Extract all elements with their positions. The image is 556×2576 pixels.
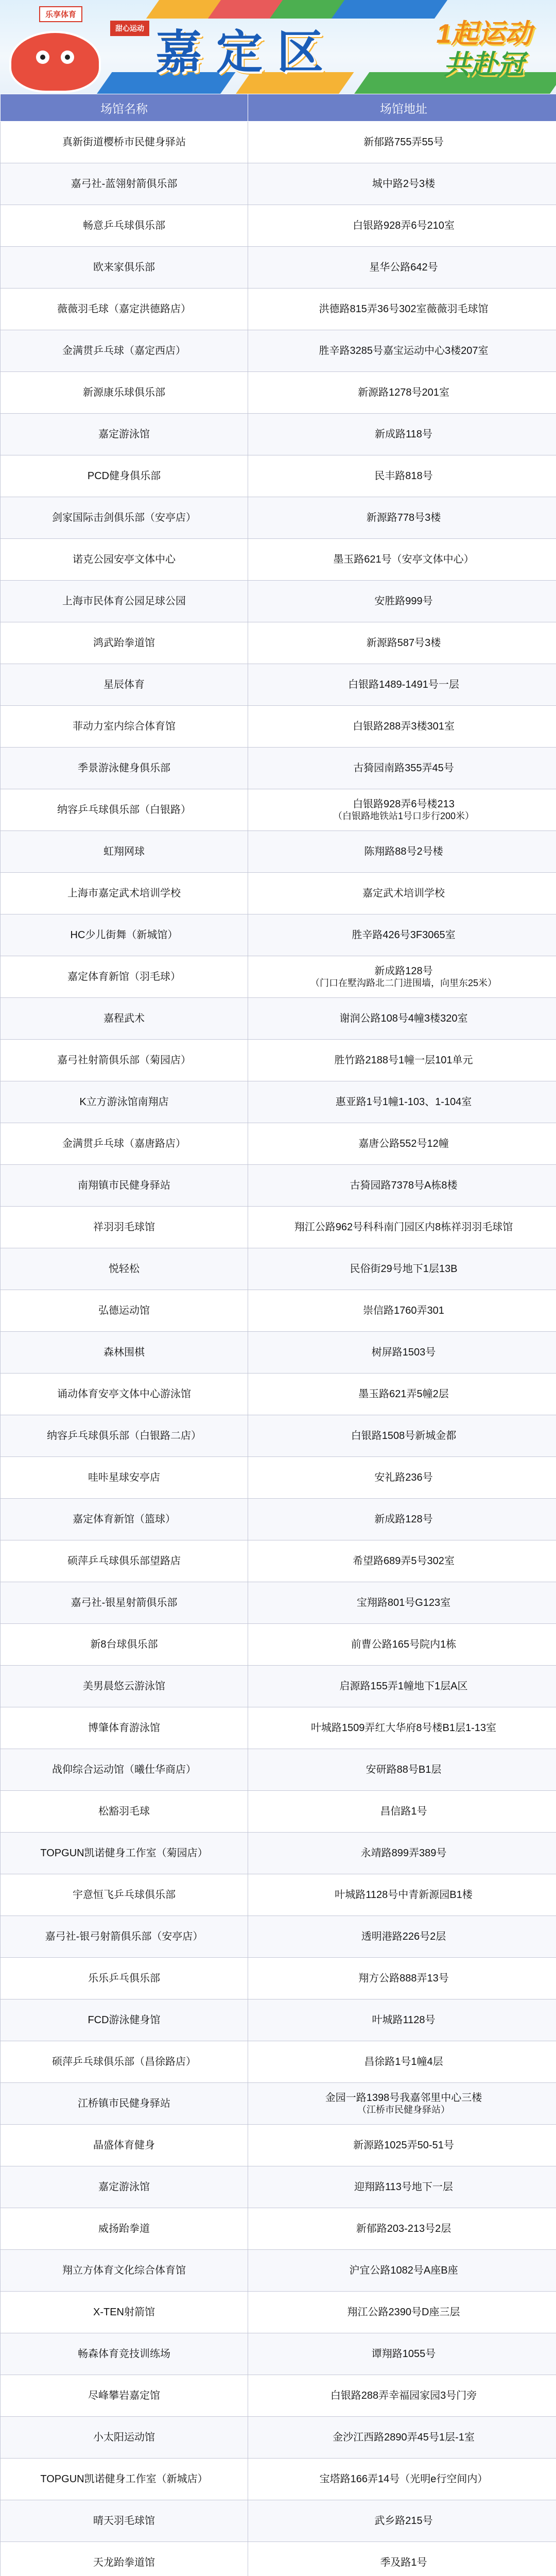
venue-address-cell [248, 1707, 556, 1749]
venue-address-cell [248, 1624, 556, 1666]
venue-address-cell [248, 1457, 556, 1499]
venue-address: 树屏路1503号 [371, 1347, 436, 1358]
table-row [1, 1666, 556, 1707]
table-row [1, 622, 556, 664]
venue-address: 惠亚路1号1幢1-103、1-104室 [335, 1096, 472, 1108]
slogan-line2: 共赴冠 [443, 50, 524, 80]
venue-address: 迎翔路113号地下一层 [354, 2181, 453, 2193]
venue-address: 星华公路642号 [369, 262, 438, 273]
venue-address: 白银路288弄3楼301室 [353, 721, 455, 732]
venue-address: 古猗园南路355弄45号 [353, 762, 454, 774]
venue-name-cell: 虹翔网球 [1, 831, 248, 873]
venue-name-cell: 翔立方体育文化综合体育馆 [1, 2250, 248, 2292]
venue-address-cell [248, 2083, 556, 2125]
venue-address-cell [248, 1207, 556, 1248]
venue-address: 金沙江西路2890弄45号1层-1室 [333, 2432, 475, 2443]
venue-address-cell [248, 2375, 556, 2417]
venue-name-cell: 嘉定体育新馆（篮球） [1, 1499, 248, 1540]
venue-address-cell [248, 1999, 556, 2041]
table-row [1, 706, 556, 748]
venue-name-cell: 悦轻松 [1, 1248, 248, 1290]
venue-address: 昌信路1号 [380, 1806, 427, 1817]
venue-address: 前曹公路165号院内1栋 [351, 1639, 457, 1650]
table-row [1, 289, 556, 330]
venue-name-cell: 嘉定游泳馆 [1, 414, 248, 455]
venue-name-cell: 菲动力室内综合体育馆 [1, 706, 248, 748]
table-row [1, 1624, 556, 1666]
table-row [1, 2417, 556, 2459]
venue-address: 古猗园路7378号A栋8楼 [350, 1180, 458, 1191]
venue-name-cell: 季景游泳健身俱乐部 [1, 748, 248, 789]
mascot-icon [9, 31, 101, 93]
slogan-line1: 1起运动 [436, 19, 532, 49]
venue-address-cell [248, 706, 556, 748]
table-row [1, 1040, 556, 1081]
table-row [1, 914, 556, 956]
venue-address-cell [248, 1081, 556, 1123]
venue-address-cell [248, 122, 556, 163]
venue-address-note: （门口在墅沟路北二门进围墙，向里东25米） [310, 978, 497, 988]
table-row [1, 2375, 556, 2417]
venue-address-cell [248, 956, 556, 998]
venue-address: 新源路1025弄50-51号 [353, 2140, 454, 2151]
column-header-address: 场馆地址 [248, 94, 556, 122]
venue-name-cell: 嘉弓社-蓝翎射箭俱乐部 [1, 163, 248, 205]
venue-name-cell: 嘉弓社-银弓射箭俱乐部（安亭店） [1, 1916, 248, 1958]
table-row [1, 1081, 556, 1123]
table-row [1, 1833, 556, 1874]
venue-address-cell [248, 163, 556, 205]
venue-name-cell: 美男晨悠云游泳馆 [1, 1666, 248, 1707]
table-row [1, 2083, 556, 2125]
venue-address: 安胜路999号 [374, 596, 433, 607]
venue-address-cell [248, 831, 556, 873]
venue-address-note: （江桥市民健身驿站） [357, 2105, 450, 2115]
table-header-row [1, 94, 556, 122]
venue-address-cell [248, 2125, 556, 2166]
table-row [1, 372, 556, 414]
venue-name-cell: 畅意乒乓球俱乐部 [1, 205, 248, 247]
table-row [1, 1207, 556, 1248]
venue-address-cell [248, 1833, 556, 1874]
table-row [1, 873, 556, 914]
venue-name-cell: 纳容乒乓球俱乐部（白银路二店） [1, 1415, 248, 1457]
venue-address-cell [248, 1791, 556, 1833]
venue-name-cell: 薇薇羽毛球（嘉定洪德路店） [1, 289, 248, 330]
venue-address: 谭翔路1055号 [371, 2348, 436, 2360]
venue-address-cell [248, 1749, 556, 1791]
venue-address-cell [248, 748, 556, 789]
table-row [1, 956, 556, 998]
venue-name-cell: 真新街道樱桥市民健身驿站 [1, 122, 248, 163]
venue-address: 墨玉路621号（安亭文体中心） [333, 554, 474, 565]
venue-address-cell [248, 914, 556, 956]
venue-name-cell: 嘉定游泳馆 [1, 2166, 248, 2208]
venue-address-cell [248, 2542, 556, 2576]
table-row [1, 2208, 556, 2250]
venue-address-cell [248, 2500, 556, 2542]
venue-address-cell [248, 247, 556, 289]
venue-address-cell [248, 1582, 556, 1624]
venue-address: 嘉唐公路552号12幢 [358, 1138, 449, 1149]
table-row [1, 748, 556, 789]
table-row [1, 1999, 556, 2041]
venue-address-cell [248, 789, 556, 831]
decor-stripe [332, 0, 451, 19]
venue-address: 白银路928弄6号楼213 [353, 799, 455, 810]
venue-name-cell: 嘉程武术 [1, 998, 248, 1040]
venue-address-cell [248, 2250, 556, 2292]
venue-address-cell [248, 1290, 556, 1332]
table-row [1, 1791, 556, 1833]
table-row [1, 2250, 556, 2292]
venue-name-cell: 嘉定体育新馆（羽毛球） [1, 956, 248, 998]
venue-address-cell [248, 2208, 556, 2250]
venue-address-cell [248, 873, 556, 914]
venue-name-cell: 剑家国际击剑俱乐部（安亭店） [1, 497, 248, 539]
venue-address-cell [248, 998, 556, 1040]
venue-name-cell: 宇意恒飞乒乓球俱乐部 [1, 1874, 248, 1916]
venue-address: 洪德路815弄36号302室薇薇羽毛球馆 [319, 303, 489, 315]
venue-address: 宝塔路166弄14号（光明e行空间内） [319, 2473, 488, 2485]
venue-name-cell: 天龙跆拳道馆 [1, 2542, 248, 2576]
venue-name-cell: 新8台球俱乐部 [1, 1624, 248, 1666]
venue-name-cell: 硕萍乒乓球俱乐部望路店 [1, 1540, 248, 1582]
venue-address: 胜辛路3285号嘉宝运动中心3楼207室 [319, 345, 489, 357]
venue-name-cell: 欧来家俱乐部 [1, 247, 248, 289]
brand-logo-sub: 甜心运动 [110, 21, 149, 36]
table-row [1, 497, 556, 539]
venue-name-cell: K立方游泳馆南翔店 [1, 1081, 248, 1123]
district-title: 嘉定区 [155, 27, 338, 78]
table-row [1, 122, 556, 163]
venue-address: 新源路778号3楼 [366, 512, 441, 523]
venue-address-cell [248, 1916, 556, 1958]
brand-logo: 乐享体育 [39, 6, 82, 22]
table-row [1, 1457, 556, 1499]
table-row [1, 789, 556, 831]
venue-address: 武乡路215号 [374, 2515, 433, 2527]
table-row [1, 1749, 556, 1791]
venue-address: 城中路2号3楼 [372, 178, 436, 190]
venue-address-cell [248, 2459, 556, 2500]
venue-address: 希望路689弄5号302室 [353, 1555, 455, 1567]
venue-address-cell [248, 414, 556, 455]
venue-address-cell [248, 2417, 556, 2459]
venue-address-cell [248, 289, 556, 330]
venue-name-cell: 嘉弓社-银星射箭俱乐部 [1, 1582, 248, 1624]
table-row [1, 414, 556, 455]
venue-address: 墨玉路621弄5幢2层 [358, 1388, 449, 1400]
table-row [1, 1374, 556, 1415]
venue-name-cell: 金满贯乒乓球（嘉定西店） [1, 330, 248, 372]
venue-address-cell [248, 1874, 556, 1916]
venue-address: 新郁路755弄55号 [363, 137, 444, 148]
venue-name-cell: 小太阳运动馆 [1, 2417, 248, 2459]
venue-address: 叶城路1509弄红大华府8号楼B1层1-13室 [310, 1722, 497, 1734]
venue-address: 昌徐路1号1幢4层 [364, 2056, 443, 2067]
venue-name-cell: 弘德运动馆 [1, 1290, 248, 1332]
venue-address: 嘉定武术培训学校 [362, 888, 445, 899]
venue-address-cell [248, 455, 556, 497]
venue-address-cell [248, 372, 556, 414]
venue-address-cell [248, 1499, 556, 1540]
venue-address-cell [248, 1666, 556, 1707]
venue-address: 叶城路1128号中青新源园B1楼 [335, 1889, 473, 1901]
venue-name-cell: HC少儿街舞（新城馆） [1, 914, 248, 956]
table-row [1, 1582, 556, 1624]
venue-address: 谢润公路108号4幢3楼320室 [339, 1013, 468, 1024]
venue-address: 透明港路226号2层 [361, 1931, 446, 1942]
table-row [1, 581, 556, 622]
table-row [1, 1332, 556, 1374]
venue-address: 季及路1号 [380, 2557, 427, 2568]
venue-address-cell [248, 1415, 556, 1457]
venue-name-cell: 尽峰攀岩嘉定馆 [1, 2375, 248, 2417]
table-row [1, 2459, 556, 2500]
mascot-eye [36, 50, 49, 64]
table-row [1, 831, 556, 873]
venue-address: 白银路1489-1491号一层 [348, 679, 459, 690]
table-row [1, 1123, 556, 1165]
venue-name-cell: 嘉弓社射箭俱乐部（菊园店） [1, 1040, 248, 1081]
venue-name-cell: 诺克公园安亭文体中心 [1, 539, 248, 581]
venue-address-cell [248, 2041, 556, 2083]
venue-name-cell: 战仰综合运动馆（曦仕华商店） [1, 1749, 248, 1791]
venue-address-cell [248, 1248, 556, 1290]
table-row [1, 1165, 556, 1207]
table-row [1, 998, 556, 1040]
venue-address: 白银路288弄幸福园家园3号门旁 [330, 2390, 477, 2401]
venue-address: 新源路587号3楼 [366, 637, 441, 649]
venue-address-cell [248, 539, 556, 581]
venue-name-cell: 鸿武跆拳道馆 [1, 622, 248, 664]
venue-address: 宝翔路801号G123室 [356, 1597, 451, 1608]
table-row [1, 539, 556, 581]
table-row [1, 2500, 556, 2542]
venue-address: 民丰路818号 [374, 470, 433, 482]
venue-name-cell: 乐乐乒乓俱乐部 [1, 1958, 248, 1999]
venue-address-cell [248, 205, 556, 247]
table-row [1, 2292, 556, 2333]
venue-address: 金园一路1398号我嘉邻里中心三楼 [325, 2092, 482, 2104]
venue-name-cell: 上海市民体育公园足球公园 [1, 581, 248, 622]
venue-name-cell: 哇咔星球安亭店 [1, 1457, 248, 1499]
venue-address: 民俗街29号地下1层13B [350, 1263, 458, 1275]
venue-address: 安礼路236号 [374, 1472, 433, 1483]
venue-address-cell [248, 1374, 556, 1415]
venue-address-cell [248, 2333, 556, 2375]
venue-name-cell: 纳容乒乓球俱乐部（白银路） [1, 789, 248, 831]
table-row [1, 2041, 556, 2083]
table-row [1, 1248, 556, 1290]
venue-name-cell: PCD健身俱乐部 [1, 455, 248, 497]
table-row [1, 1540, 556, 1582]
venue-address-cell [248, 1165, 556, 1207]
table-row [1, 1916, 556, 1958]
venue-address: 新郁路203-213号2层 [356, 2223, 451, 2234]
venue-address: 新成路128号 [374, 1514, 433, 1525]
venue-address: 白银路1508号新城金都 [351, 1430, 457, 1442]
venue-table [0, 94, 556, 2576]
venue-address-cell [248, 581, 556, 622]
venue-name-cell: 松豁羽毛球 [1, 1791, 248, 1833]
venue-address-cell [248, 330, 556, 372]
venue-address-cell [248, 664, 556, 706]
venue-address: 沪宜公路1082号A座B座 [349, 2265, 458, 2276]
table-row [1, 205, 556, 247]
venue-name-cell: 晴天羽毛球馆 [1, 2500, 248, 2542]
venue-name-cell: 金满贯乒乓球（嘉唐路店） [1, 1123, 248, 1165]
table-row [1, 1415, 556, 1457]
table-row [1, 330, 556, 372]
table-row [1, 163, 556, 205]
venue-name-cell: 森林围棋 [1, 1332, 248, 1374]
venue-address: 启源路155弄1幢地下1层A区 [339, 1681, 468, 1692]
venue-name-cell: 祥羽羽毛球馆 [1, 1207, 248, 1248]
table-row [1, 2166, 556, 2208]
venue-address-cell [248, 1123, 556, 1165]
venue-name-cell: 畅森体育竞技训练场 [1, 2333, 248, 2375]
venue-name-cell: 晶盛体育健身 [1, 2125, 248, 2166]
venue-address: 新成路128号 [374, 965, 433, 977]
column-header-name: 场馆名称 [1, 94, 248, 122]
venue-name-cell: 上海市嘉定武术培训学校 [1, 873, 248, 914]
venue-address: 陈翔路88号2号楼 [364, 846, 443, 857]
venue-name-cell: X-TEN射箭馆 [1, 2292, 248, 2333]
venue-name-cell: 博肇体育游泳馆 [1, 1707, 248, 1749]
venue-name-cell: 南翔镇市民健身驿站 [1, 1165, 248, 1207]
table-body [1, 122, 556, 2576]
table-row [1, 1290, 556, 1332]
venue-address-cell [248, 497, 556, 539]
slogan [422, 19, 546, 80]
venue-name-cell: TOPGUN凯诺健身工作室（菊园店） [1, 1833, 248, 1874]
venue-address: 叶城路1128号 [372, 2014, 436, 2026]
venue-address: 崇信路1760弄301 [363, 1305, 444, 1316]
venue-address: 安研路88号B1层 [366, 1764, 442, 1775]
venue-address: 新成路118号 [375, 429, 432, 440]
venue-address: 新源路1278号201室 [358, 387, 449, 398]
venue-address-cell [248, 1332, 556, 1374]
venue-name-cell: 硕萍乒乓球俱乐部（昌徐路店） [1, 2041, 248, 2083]
venue-address: 胜辛路426号3F3065室 [352, 929, 456, 941]
venue-address-note: （白银路地铁站1号口步行200米） [333, 811, 475, 821]
venue-name-cell: 诵动体育安亭文体中心游泳馆 [1, 1374, 248, 1415]
table-row [1, 664, 556, 706]
page-header [0, 0, 556, 94]
venue-address-cell [248, 2292, 556, 2333]
venue-address-cell [248, 2166, 556, 2208]
venue-name-cell: TOPGUN凯诺健身工作室（新城店） [1, 2459, 248, 2500]
venue-address-cell [248, 1540, 556, 1582]
venue-name-cell: FCD游泳健身馆 [1, 1999, 248, 2041]
table-row [1, 2125, 556, 2166]
table-row [1, 2542, 556, 2576]
venue-address: 胜竹路2188号1幢一层101单元 [334, 1055, 473, 1066]
venue-address: 永靖路899弄389号 [360, 1848, 447, 1859]
table-row [1, 2333, 556, 2375]
venue-name-cell: 威扬跆拳道 [1, 2208, 248, 2250]
venue-address-cell [248, 1958, 556, 1999]
venue-address: 翔江公路2390号D座三层 [347, 2307, 460, 2318]
venue-name-cell: 星辰体育 [1, 664, 248, 706]
venue-address: 翔方公路888弄13号 [358, 1973, 449, 1984]
venue-name-cell: 新源康乐球俱乐部 [1, 372, 248, 414]
venue-name-cell: 江桥镇市民健身驿站 [1, 2083, 248, 2125]
table-row [1, 1707, 556, 1749]
venue-address: 白银路928弄6号210室 [353, 220, 455, 231]
venue-address-cell [248, 1040, 556, 1081]
table-row [1, 247, 556, 289]
table-row [1, 1874, 556, 1916]
venue-address-cell [248, 622, 556, 664]
venue-address: 翔江公路962号科科南门园区内8栋祥羽羽毛球馆 [294, 1222, 513, 1233]
table-row [1, 1499, 556, 1540]
mascot-eye [61, 50, 74, 64]
table-row [1, 1958, 556, 1999]
table-row [1, 455, 556, 497]
